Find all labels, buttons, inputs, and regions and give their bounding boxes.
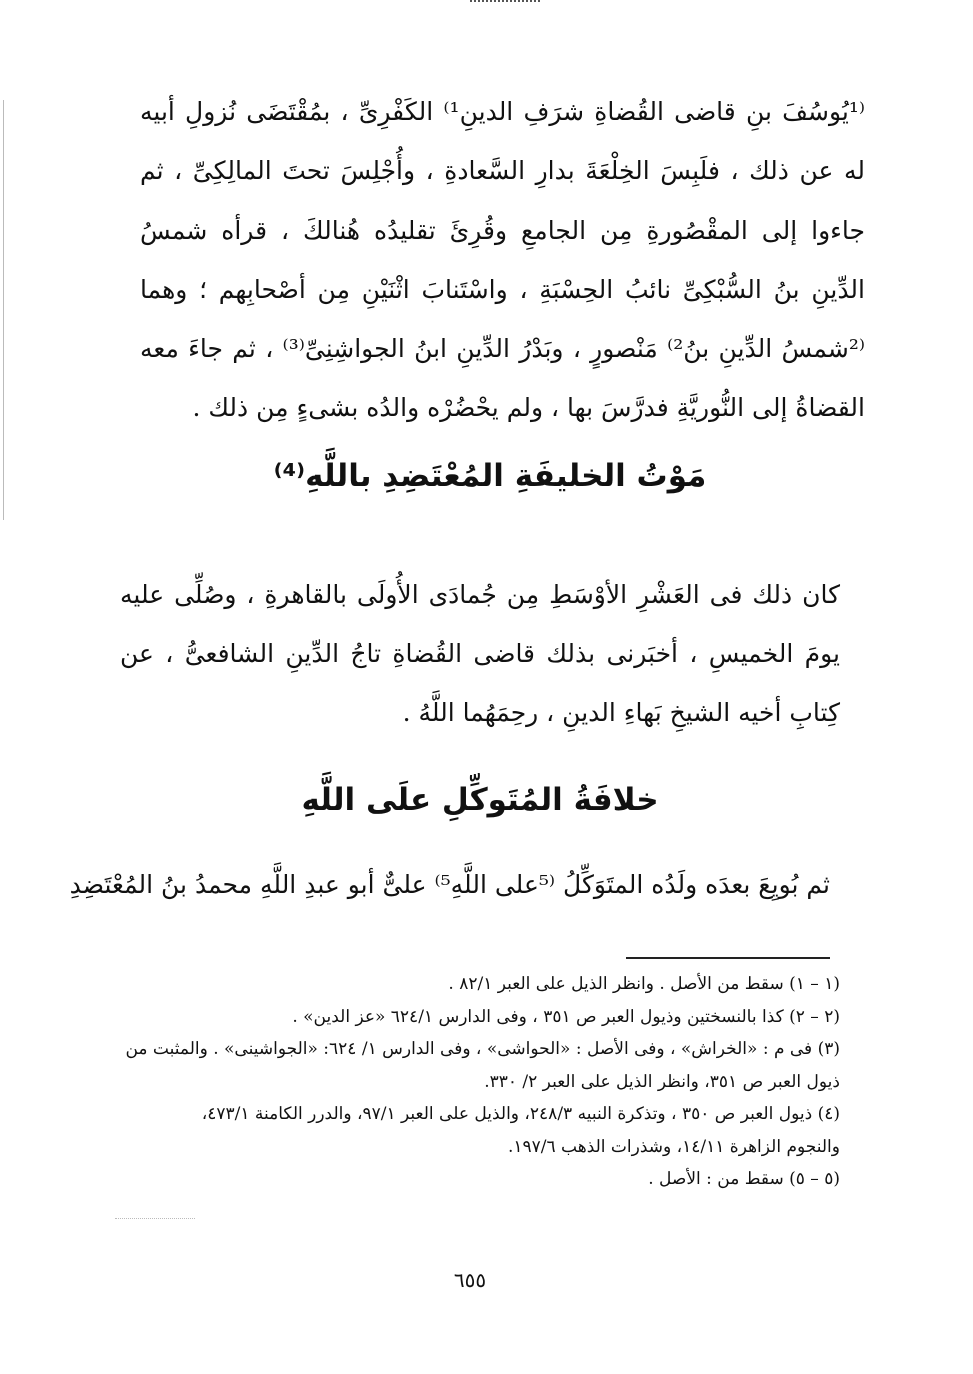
footnote-separator — [626, 957, 830, 959]
footnote-line: (٣) فى م : «الخراش» ، وفى الأصل : «الحواشى» ، وفى الدارس ١/ ٦٢٤: «الجواشينى» . والمثبت من — [125, 1039, 840, 1059]
succession-paragraph: ثم بُويِعَ بعدَه ولَدُه المتَوَكِّلُ ⁽⁵على اللَّهِ⁵⁾ علىٌّ أبو عبدِ اللَّهِ محمدُ بنُ المُعْتَضِدِ — [69, 870, 830, 899]
footnote-line: (١ – ١) سقط من الأصل . وانظر الذيل على العبر ٨٢/١ . — [448, 974, 840, 994]
footnote-line: (٤) ذيول العبر ص ٣٥٠ ، وتذكرة النبيه ٢٤٨/٣، والذيل على العبر ٩٧/١، والدرر الكامنة ٤٧٣/١، — [201, 1104, 840, 1124]
scan-smudge — [115, 1218, 195, 1225]
footnote-line: (٢ – ٢) كذا بالنسختين وذيول العبر ص ٣٥١ ، وفى الدارس ٦٢٤/١ «عز الدين» . — [292, 1006, 840, 1027]
section-heading-death-of-caliph: مَوْتُ الخليفَةِ المُعْتَضِدِ باللَّهِ⁽⁴⁾ — [273, 458, 707, 494]
footnotes-block — [100, 968, 840, 1196]
section-heading-caliphate-mutawakkil: خلافَةُ المُتَوكِّلِ علَى اللَّهِ — [301, 782, 659, 818]
page-number: ٦٥٥ — [453, 1268, 487, 1292]
binding-edge-line — [3, 100, 4, 520]
footnote-line: ذيول العبر ص ٣٥١، وانظر الذيل على العبر ٢/ ٣٣٠. — [484, 1071, 840, 1092]
page-edge-mark — [470, 0, 540, 6]
footnote-line: والنجوم الزاهرة ١٤/١١، وشذرات الذهب ١٩٧/٦. — [507, 1136, 840, 1157]
opening-paragraph: ⁽¹يُوسُفَ بنِ قاضى القُضاةِ شرَفِ الدينِ¹⁾ الكَفْرِىِّ ، بمُقْتَضَى نُزولِ أبيه له عن ذلك ، فلَبِسَ الخِلْعَةَ بدارِ السَّعادةِ ، وأُجْلِسَ تحتَ المالِكِىِّ ، ثم جاءوا إلى المقْصُورةِ مِن الجامعِ وقُرِئَ تقليدُه هُنالكَ ، قرأه شمسُ الدِّينِ بنُ السُّبْكِىِّ نائبُ الحِسْبَةِ ، واسْتَنابَ اثْنَيْنِ مِن أصْحابِهم ؛ وهما ⁽²شمسُ الدِّينِ بنُ²⁾ مَنْصورٍ ، وبَدْرُ الدِّينِ ابنُ الجواشِنِىِّ⁽³⁾ ، ثم جاءَ معه القضاةُ إلى النُّوريَّةِ فدرَّسَ بها ، ولم يحْضُرْه والدُه بشىءٍ مِن ذلك . — [140, 97, 866, 423]
death-paragraph: كان ذلك فى العَشْرِ الأوْسَطِ مِن جُمادَى الأُولَى بالقاهرةِ ، وصُلِّى عليه يومَ الخميسِ ، أخبَرنى بذلك قاضى القُضاةِ تاجُ الدِّينِ الشافعىُّ ، عن كِتابِ أخيه الشيخِ بَهاءِ الدينِ ، رحِمَهُما اللَّهُ . — [120, 580, 840, 727]
footnote-line: (٥ – ٥) سقط من : الأصل . — [648, 1169, 840, 1189]
